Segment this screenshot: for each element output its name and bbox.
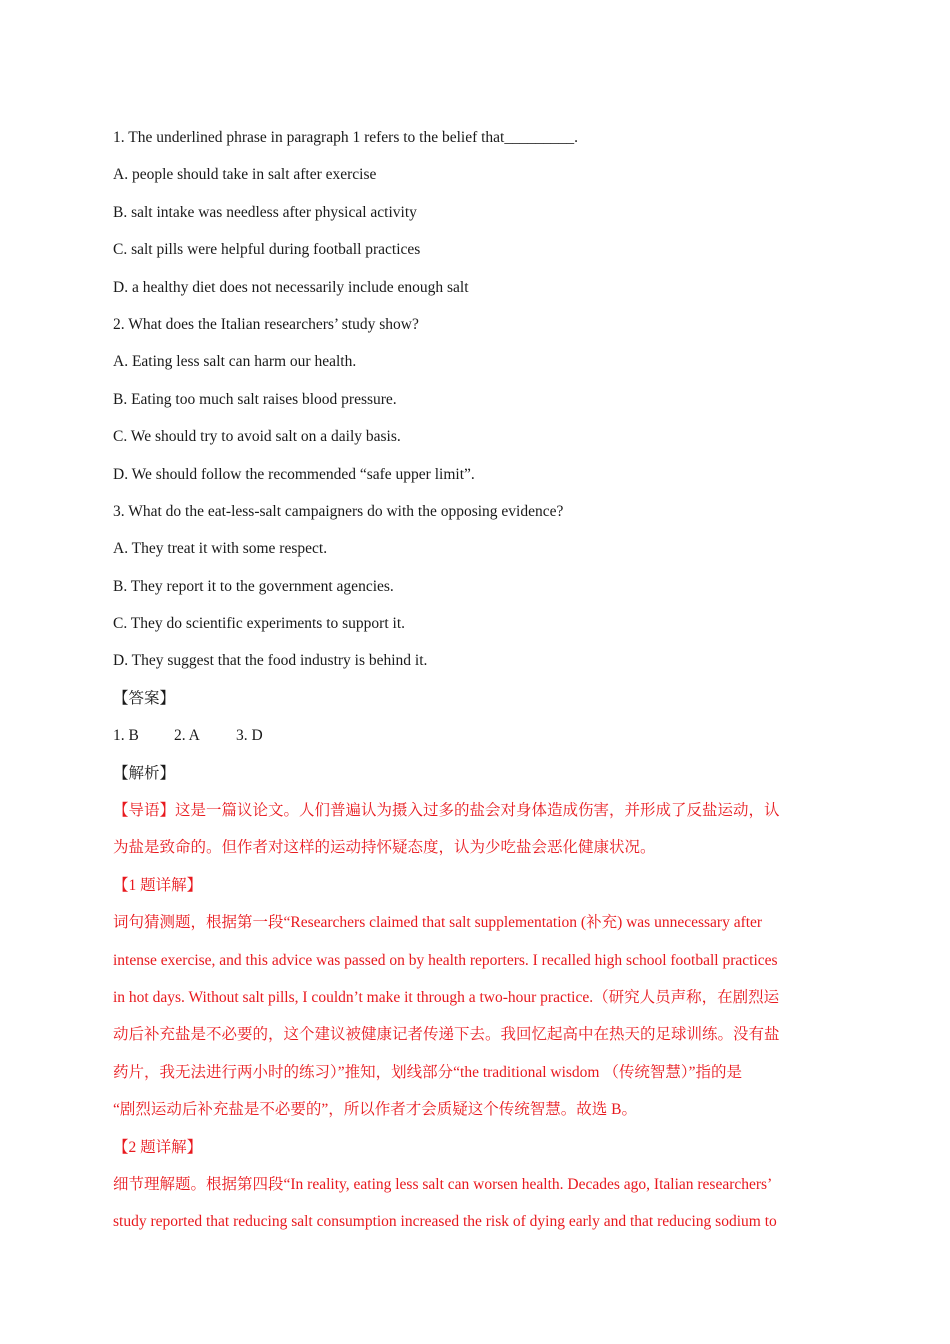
- question-2-option-b: B. Eating too much salt raises blood pressure.: [113, 390, 397, 408]
- question-2-option-c: C. We should try to avoid salt on a daily basis.: [113, 428, 401, 446]
- q1-detail-line-2: intense exercise, and this advice was passed on by health reporters. I recalled high school football practices: [113, 951, 778, 969]
- question-3-option-b: B. They report it to the government agencies.: [113, 577, 394, 595]
- q1-detail-line-5: 药片，我无法进行两小时的练习）”推知，划线部分“the traditional wisdom （传统智慧）”指的是: [113, 1063, 742, 1081]
- q2-detail-line-1: 细节理解题。根据第四段“In reality, eating less salt can worsen health. Decades ago, Italian researchers’: [113, 1175, 773, 1193]
- question-1-option-c: C. salt pills were helpful during football practices: [113, 241, 421, 259]
- question-3-option-c: C. They do scientific experiments to support it.: [113, 615, 406, 633]
- document-content: [113, 119, 841, 1241]
- question-1-option-d: D. a healthy diet does not necessarily include enough salt: [113, 278, 469, 296]
- q1-detail-heading: 【1 题详解】: [113, 876, 203, 894]
- guide-line-2: 为盐是致命的。但作者对这样的运动持怀疑态度，认为少吃盐会恶化健康状况。: [113, 839, 656, 857]
- question-1-option-b: B. salt intake was needless after physical activity: [113, 203, 417, 221]
- q1-detail-line-3: in hot days. Without salt pills, I couldn’t make it through a two-hour practice.（研究人员声称，在剧烈运: [113, 988, 780, 1006]
- question-3-stem: 3. What do the eat-less-salt campaigners do with the opposing evidence?: [113, 502, 564, 520]
- question-2-option-d: D. We should follow the recommended “safe upper limit”.: [113, 465, 475, 483]
- answer-3: 3. D: [236, 727, 263, 745]
- question-2-option-a: A. Eating less salt can harm our health.: [113, 353, 357, 371]
- answer-2: 2. A: [174, 727, 200, 745]
- answer-1: 1. B: [113, 727, 139, 745]
- question-1-stem: 1. The underlined phrase in paragraph 1 refers to the belief that_________.: [113, 129, 578, 146]
- q1-detail-line-4: 动后补充盐是不必要的，这个建议被健康记者传递下去。我回忆起高中在热天的足球训练。没有盐: [113, 1026, 780, 1044]
- question-3-option-a: A. They treat it with some respect.: [113, 540, 328, 558]
- answer-heading: 【答案】: [113, 689, 176, 707]
- q1-detail-line-6: “剧烈运动后补充盐是不必要的”，所以作者才会质疑这个传统智慧。故选 B。: [113, 1101, 637, 1119]
- answer-list: [113, 717, 841, 754]
- q2-detail-line-2: study reported that reducing salt consumption increased the risk of dying early and that reducing sodium to: [113, 1213, 777, 1231]
- guide-line-1: 【导语】这是一篇议论文。人们普遍认为摄入过多的盐会对身体造成伤害，并形成了反盐运动，认: [113, 802, 780, 820]
- question-2-stem: 2. What does the Italian researchers’ study show?: [113, 315, 419, 333]
- q2-detail-heading: 【2 题详解】: [113, 1138, 203, 1156]
- analysis-heading: 【解析】: [113, 764, 176, 782]
- question-3-option-d: D. They suggest that the food industry is behind it.: [113, 652, 428, 670]
- question-1-option-a: A. people should take in salt after exercise: [113, 166, 377, 184]
- q1-detail-line-1: 词句猜测题，根据第一段“Researchers claimed that salt supplementation (补充) was unnecessary after: [113, 914, 763, 932]
